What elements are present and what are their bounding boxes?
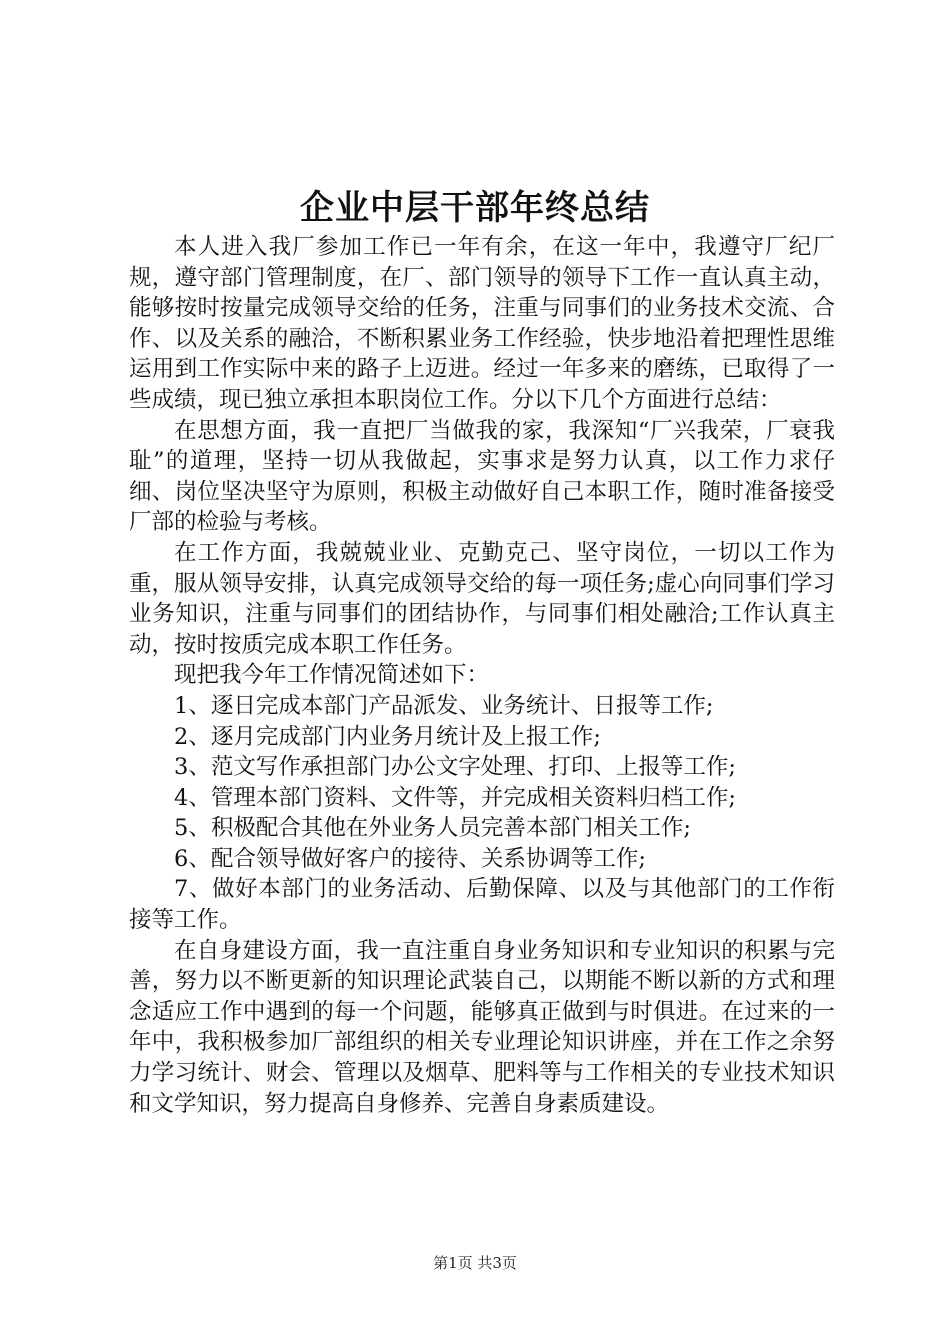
- paragraph-work: 在工作方面，我兢兢业业、克勤克己、坚守岗位，一切以工作为重，服从领导安排，认真完成领导交给的每一项任务;虚心向同事们学习业务知识，注重与同事们的团结协作，与同事们相处融洽;工作认真主动，按时按质完成本职工作任务。: [129, 539, 835, 658]
- paragraph-thought: 在思想方面，我一直把厂当做我的家，我深知“厂兴我荣，厂衰我耻”的道理，坚持一切从我做起，实事求是努力认真，以工作力求仔细、岗位坚决坚守为原则，积极主动做好自己本职工作，随时准备接受厂部的检验与考核。: [129, 417, 835, 536]
- list-item-3: 3、范文写作承担部门办公文字处理、打印、上报等工作;: [174, 754, 736, 781]
- paragraph-list-intro: 现把我今年工作情况简述如下：: [174, 662, 490, 689]
- document-title: 企业中层干部年终总结: [300, 188, 650, 228]
- paragraph-intro: 本人进入我厂参加工作已一年有余，在这一年中，我遵守厂纪厂规，遵守部门管理制度，在厂、部门领导的领导下工作一直认真主动，能够按时按量完成领导交给的任务，注重与同事们的业务技术交流、合作、以及关系的融洽，不断积累业务工作经验，快步地沿着把理性思维运用到工作实际中来的路子上迈进。经过一年多来的磨练，已取得了一些成绩，现已独立承担本职岗位工作。分以下几个方面进行总结：: [129, 234, 835, 413]
- document-body: [129, 232, 835, 1119]
- list-item-4: 4、管理本部门资料、文件等，并完成相关资料归档工作;: [174, 784, 736, 811]
- list-item-6: 6、配合领导做好客户的接待、关系协调等工作;: [174, 845, 646, 872]
- page-number-footer: 第1页 共3页: [433, 1254, 517, 1272]
- list-item-5: 5、积极配合其他在外业务人员完善本部门相关工作;: [174, 815, 691, 842]
- list-item-1: 1、逐日完成本部门产品派发、业务统计、日报等工作;: [174, 692, 714, 719]
- paragraph-self-development: 在自身建设方面，我一直注重自身业务知识和专业知识的积累与完善，努力以不断更新的知识理论武装自己，以期能不断以新的方式和理念适应工作中遇到的每一个问题，能够真正做到与时俱进。在过来的一年中，我积极参加厂部组织的相关专业理论知识讲座，并在工作之余努力学习统计、财会、管理以及烟草、肥料等与工作相关的专业技术知识和文学知识，努力提高自身修养、完善自身素质建设。: [129, 937, 835, 1117]
- list-item-7: 7、做好本部门的业务活动、后勤保障、以及与其他部门的工作衔接等工作。: [129, 876, 835, 934]
- list-item-2: 2、逐月完成部门内业务月统计及上报工作;: [174, 723, 601, 750]
